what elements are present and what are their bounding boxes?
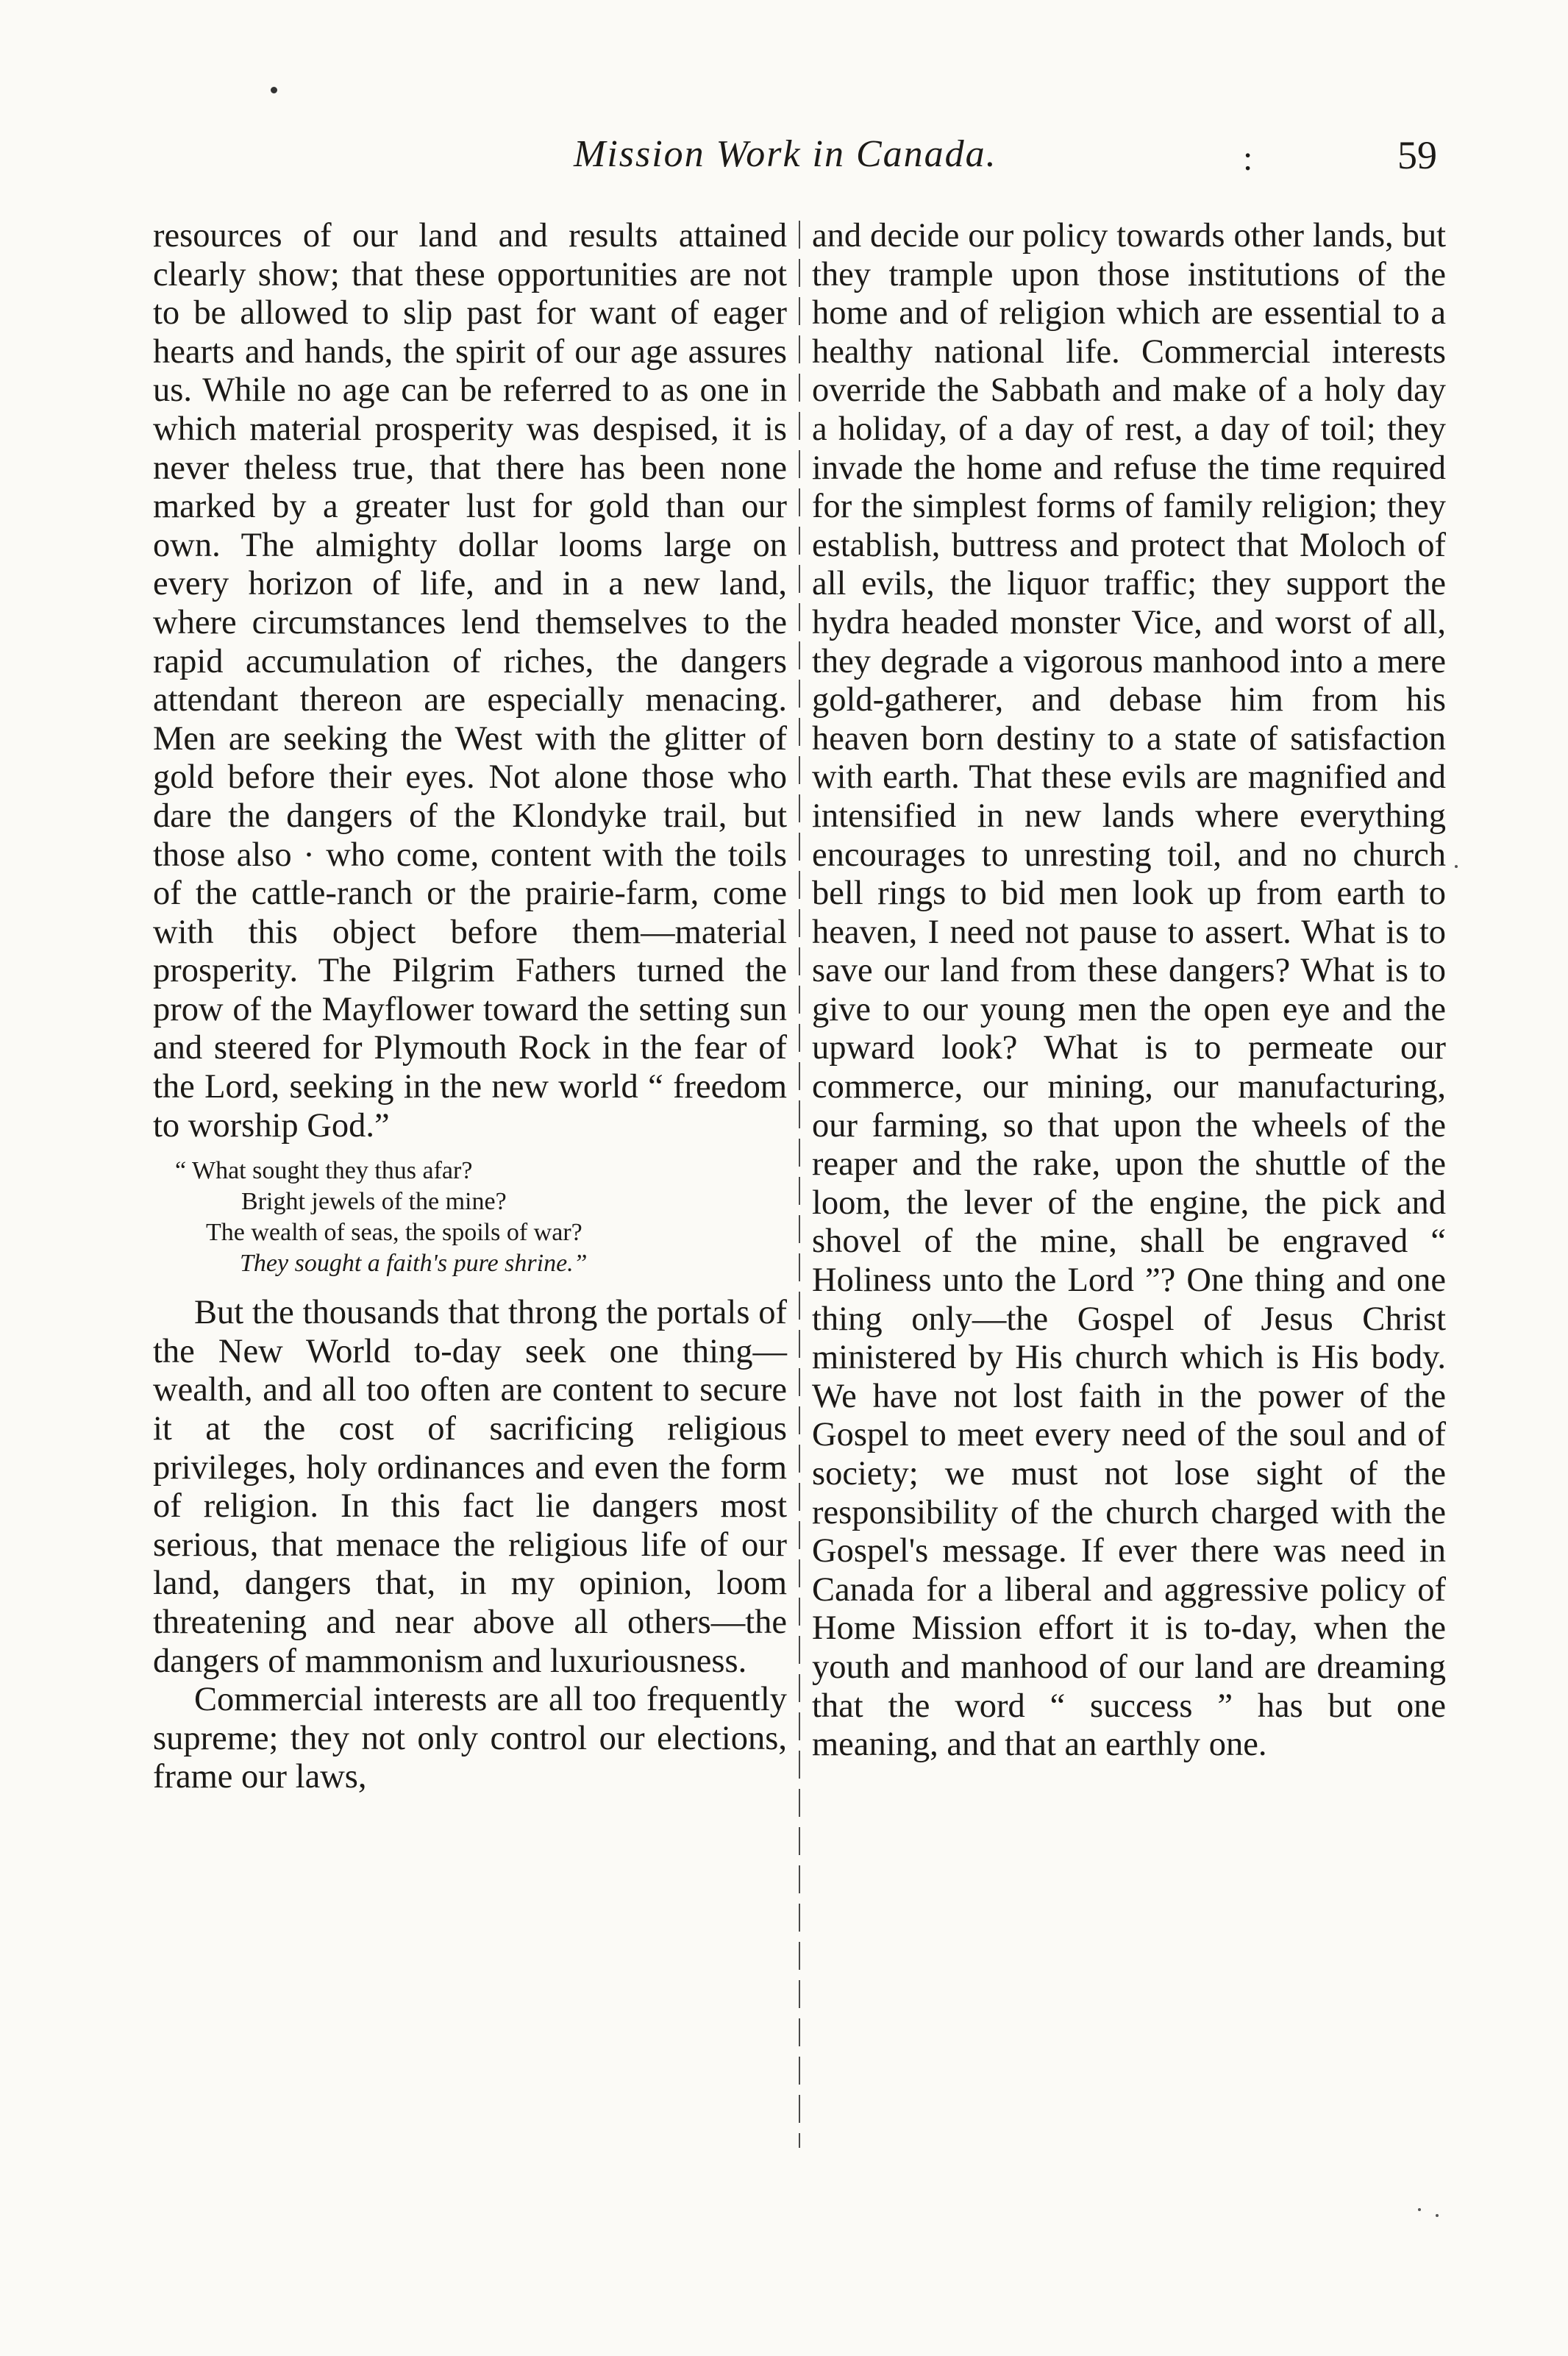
running-title: Mission Work in Canada. [574, 133, 997, 175]
paragraph: Commercial interests are all too frequently supreme; they not only control our elections, frame our laws, [153, 1681, 787, 1796]
verse-line: The wealth of seas, the spoils of war? [206, 1219, 582, 1247]
paragraph: resources of our land and results attained clearly show; that these opportunities are not to be allowed to slip past for want of eager hearts and hands, the spirit of our age assures us. While no age can be referred to as one in which material prosperity was despised, it is never theless true, that there has been none marked by a greater lust for gold than our own. The almighty dollar looms large on every horizon of life, and in a new land, where circumstances lend themselves to the rapid accumulation of riches, the dangers attendant thereon are especially menacing. Men are seeking the West with the glitter of gold before their eyes. Not alone those who dare the dangers of the Klondyke trail, but those also · who come, content with the toils of the cattle-ranch or the prairie-farm, come with this object before them—material prosperity. The Pilgrim Fathers turned the prow of the Mayflower toward the setting sun and steered for Plymouth Rock in the fear of the Lord, seeking in the new world “ freedom to worship God.” [153, 217, 787, 1145]
right-column [812, 217, 1446, 1765]
page-number: 59 [1397, 133, 1437, 177]
verse-line: They sought a faith's pure shrine.” [240, 1250, 588, 1278]
paragraph: But the thousands that throng the portals of the New World to-day seek one thing—wealth, and all too often are content to secure it at the cost of sacrificing religious privileges, holy ordinances and even the form of religion. In this fact lie dangers most serious, that menace the religious life of our land, dangers that, in my opinion, loom threatening and near above all others—the dangers of mammonism and luxuriousness. [153, 1294, 787, 1680]
ink-speck [1418, 2208, 1421, 2211]
verse-quotation [153, 1156, 787, 1279]
ink-speck [1455, 865, 1458, 868]
column-divider [799, 221, 800, 2148]
verse-line: Bright jewels of the mine? [241, 1188, 507, 1216]
paragraph: and decide our policy towards other lands, but they trample upon those institutions of the home and of religion which are essential to a healthy national life. Commercial interests override the Sabbath and make of a holy day a holiday, of a day of rest, a day of toil; they invade the home and refuse the time required for the simplest forms of family religion; they establish, buttress and protect that Moloch of all evils, the liquor traffic; they support the hydra headed monster Vice, and worst of all, they degrade a vigorous manhood into a mere gold-gatherer, and debase him from his heaven born destiny to a state of satisfaction with earth. That these evils are magnified and intensified in new lands where everything encourages to unresting toil, and no church bell rings to bid men look up from earth to heaven, I need not pause to assert. What is to save our land from these dangers? What is to give to our young men the open eye and the upward look? What is to permeate our commerce, our mining, our manufacturing, our farming, so that upon the wheels of the reaper and the rake, upon the shuttle of the loom, the lever of the engine, the pick and shovel of the mine, shall be engraved “ Holiness unto the Lord ”? One thing and one thing only—the Gospel of Jesus Christ ministered by His church which is His body. We have not lost faith in the power of the Gospel to meet every need of the soul and of society; we must not lose sight of the responsibility of the church charged with the Gospel's message. If ever there was need in Canada for a liberal and aggressive policy of Home Mission effort it is to-day, when the youth and manhood of our land are dreaming that the word “ success ” has but one meaning, and that an earthly one. [812, 217, 1446, 1764]
page-header [0, 132, 1568, 191]
ink-dot [271, 87, 277, 93]
left-column [153, 217, 787, 1797]
verse-line: “ What sought they thus afar? [175, 1157, 473, 1185]
header-mark: : [1243, 139, 1253, 178]
ink-speck [1436, 2214, 1439, 2217]
